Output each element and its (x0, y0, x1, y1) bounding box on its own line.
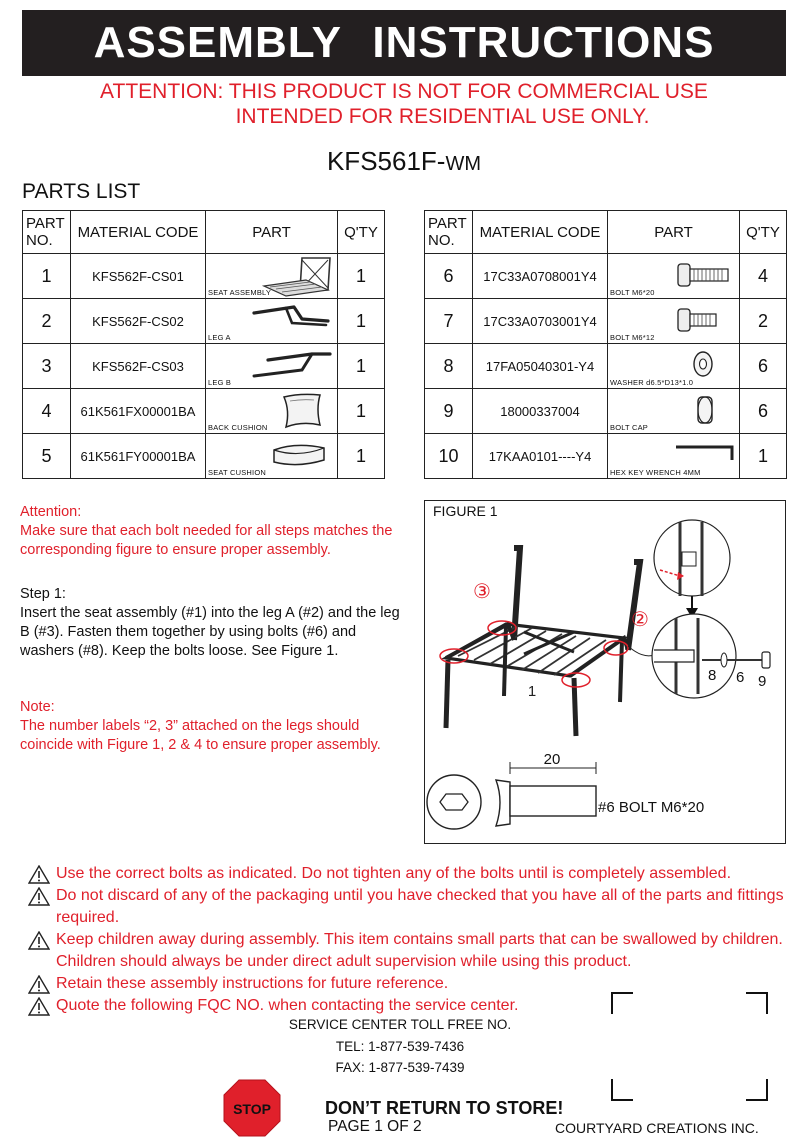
bolt-head (762, 652, 770, 668)
part-qty: 4 (740, 254, 787, 299)
col-qty: Q'TY (740, 211, 787, 254)
bolt-long-icon (648, 256, 738, 298)
rear-left-leg (504, 626, 506, 696)
dont-return-text: DON’T RETURN TO STORE! (325, 1098, 564, 1118)
part-qty: 6 (740, 389, 787, 434)
warning-triangle-icon (28, 997, 50, 1016)
part-cell (206, 434, 338, 479)
parts-list-title: PARTS LIST (22, 180, 141, 203)
part-label: SEAT ASSEMBLY (208, 288, 272, 297)
warning-text: Use the correct bolts as indicated. Do not tighten any of the bolts until is completely assembled. (56, 865, 732, 882)
step-1-block (20, 585, 405, 661)
part-cell (608, 344, 740, 389)
page-title: ASSEMBLY INSTRUCTIONS (22, 10, 786, 76)
model-main: KFS561F- (326, 146, 446, 176)
table-row (425, 434, 787, 479)
part-label: BOLT CAP (610, 423, 649, 432)
model-number (0, 146, 808, 177)
table-row (23, 344, 385, 389)
material-code: KFS562F-CS02 (71, 299, 206, 344)
part-no: 4 (23, 389, 71, 434)
col-material-code: MATERIAL CODE (473, 211, 608, 254)
company-name: COURTYARD CREATIONS INC. (555, 1120, 759, 1136)
table-row (23, 254, 385, 299)
callout-3: ③ (473, 579, 491, 603)
part-no: 6 (425, 254, 473, 299)
note-title: Note: (20, 699, 55, 715)
part-cell (608, 254, 740, 299)
col-material-code: MATERIAL CODE (71, 211, 206, 254)
part-label: BOLT M6*20 (610, 288, 655, 297)
part-qty: 1 (338, 344, 385, 389)
attention-line-2: INTENDED FOR RESIDENTIAL USE ONLY. (235, 105, 650, 128)
figure-1-diagram (424, 500, 786, 844)
rear-right-leg (620, 640, 622, 702)
table-row (425, 299, 787, 344)
attention-block (20, 503, 410, 560)
part-no: 8 (425, 344, 473, 389)
model-suffix: WM (445, 153, 482, 175)
fqc-corner-br (746, 1079, 768, 1101)
label-9: 9 (758, 673, 767, 690)
callout-2: ② (631, 607, 649, 631)
figure-title: FIGURE 1 (433, 503, 498, 519)
part-label: BACK CUSHION (208, 423, 268, 432)
part-qty: 1 (338, 299, 385, 344)
table-row (425, 344, 787, 389)
bolt-cap-icon (648, 391, 738, 433)
bolt-end-view (427, 775, 481, 829)
col-no-line1: PART (428, 215, 467, 232)
part-label: WASHER d6.5*D13*1.0 (610, 378, 694, 387)
step-title: Step 1: (20, 586, 66, 602)
material-code: 61K561FY00001BA (71, 434, 206, 479)
table-row (23, 299, 385, 344)
stop-sign-text: STOP (233, 1101, 271, 1117)
table-row (425, 254, 787, 299)
part-qty: 6 (740, 344, 787, 389)
col-part-no (425, 211, 473, 254)
part-no: 2 (23, 299, 71, 344)
part-cell (206, 389, 338, 434)
label-8: 8 (708, 667, 717, 684)
part-label: LEG B (208, 378, 232, 387)
leg-b-icon (246, 346, 336, 388)
part-cell (206, 344, 338, 389)
table-header-row (425, 211, 787, 254)
bolt-caption: #6 BOLT M6*20 (598, 799, 705, 816)
part-qty: 1 (338, 389, 385, 434)
note-body: The number labels “2, 3” attached on the legs should coincide with Figure 1, 2 & 4 to ensure proper assembly. (20, 718, 381, 753)
warning-triangle-icon (28, 931, 50, 950)
warning-item (26, 973, 786, 995)
fqc-corner-tr (746, 992, 768, 1014)
detail-bracket-bottom (654, 650, 694, 662)
part-cell (206, 254, 338, 299)
warning-item (26, 885, 786, 929)
part-label: BOLT M6*12 (610, 333, 655, 342)
col-part: PART (608, 211, 740, 254)
material-code: 17KAA0101----Y4 (473, 434, 608, 479)
warning-item (26, 863, 786, 885)
service-tel: TEL: 1-877-539-7436 (335, 1039, 465, 1054)
front-left-leg (446, 660, 448, 728)
part-label: HEX KEY WRENCH 4MM (610, 468, 701, 477)
parts-table-right (424, 210, 787, 479)
part-no: 9 (425, 389, 473, 434)
warning-triangle-icon (28, 975, 50, 994)
attention-body: Make sure that each bolt needed for all steps matches the corresponding figure to ensure proper assembly. (20, 523, 393, 558)
note-block (20, 698, 415, 755)
label-seat-1: 1 (527, 683, 537, 700)
step-body: Insert the seat assembly (#1) into the leg A (#2) and the leg B (#3). Fasten them together by using bolts (#6) and washers (#8). Keep the bolts loose. See Figure 1. (20, 605, 400, 659)
highlight-ellipse (440, 649, 468, 663)
washer (721, 653, 727, 667)
table-row (425, 389, 787, 434)
part-qty: 1 (338, 254, 385, 299)
part-qty: 2 (740, 299, 787, 344)
material-code: 18000337004 (473, 389, 608, 434)
col-no-line2: NO. (428, 232, 455, 249)
bolt-side-shaft (510, 786, 596, 816)
attention-title: Attention: (20, 504, 82, 520)
fqc-corner-tl (611, 992, 633, 1014)
material-code: 17FA05040301-Y4 (473, 344, 608, 389)
detail-bracket-top (682, 552, 696, 566)
part-no: 1 (23, 254, 71, 299)
material-code: 61K561FX00001BA (71, 389, 206, 434)
part-qty: 1 (740, 434, 787, 479)
warning-text: Keep children away during assembly. This item contains small parts that can be swallowed by children. Children should always be under direct adult supervision while using this product. (56, 931, 783, 970)
material-code: KFS562F-CS01 (71, 254, 206, 299)
attention-line-1: ATTENTION: THIS PRODUCT IS NOT FOR COMMERCIAL USE (100, 80, 708, 103)
col-part: PART (206, 211, 338, 254)
warning-item (26, 929, 786, 973)
col-no-line2: NO. (26, 232, 53, 249)
stop-sign-icon (222, 1078, 282, 1138)
service-fax: FAX: 1-877-539-7439 (335, 1060, 465, 1075)
col-qty: Q'TY (338, 211, 385, 254)
warning-text: Quote the following FQC NO. when contacting the service center. (56, 997, 519, 1014)
warning-triangle-icon (28, 865, 50, 884)
side-rails (446, 624, 628, 676)
warning-triangle-icon (28, 887, 50, 906)
part-label: SEAT CUSHION (208, 468, 266, 477)
part-no: 5 (23, 434, 71, 479)
part-no: 3 (23, 344, 71, 389)
label-6: 6 (736, 669, 745, 686)
parts-table-left (22, 210, 385, 479)
material-code: 17C33A0708001Y4 (473, 254, 608, 299)
table-row (23, 434, 385, 479)
warning-text: Retain these assembly instructions for future reference. (56, 975, 449, 992)
warning-item (26, 995, 786, 1017)
dimension-20: 20 (543, 751, 561, 768)
part-label: LEG A (208, 333, 231, 342)
part-cell (608, 389, 740, 434)
col-no-line1: PART (26, 215, 65, 232)
part-cell (206, 299, 338, 344)
fqc-corner-bl (611, 1079, 633, 1101)
warning-text: Do not discard of any of the packaging until you have checked that you have all of the parts and fittings required. (56, 887, 784, 926)
leg-a-back-post (628, 562, 640, 650)
bolt-side-head (496, 780, 510, 826)
part-no: 10 (425, 434, 473, 479)
material-code: KFS562F-CS03 (71, 344, 206, 389)
material-code: 17C33A0703001Y4 (473, 299, 608, 344)
table-header-row (23, 211, 385, 254)
leg-a-icon (246, 301, 336, 343)
bolt-short-icon (648, 301, 738, 343)
col-part-no (23, 211, 71, 254)
part-no: 7 (425, 299, 473, 344)
part-cell (608, 299, 740, 344)
table-row (23, 389, 385, 434)
part-cell (608, 434, 740, 479)
service-center-title: SERVICE CENTER TOLL FREE NO. (288, 1017, 512, 1032)
part-qty: 1 (338, 434, 385, 479)
page-number: PAGE 1 OF 2 (328, 1118, 422, 1135)
warnings-list (26, 863, 786, 1017)
